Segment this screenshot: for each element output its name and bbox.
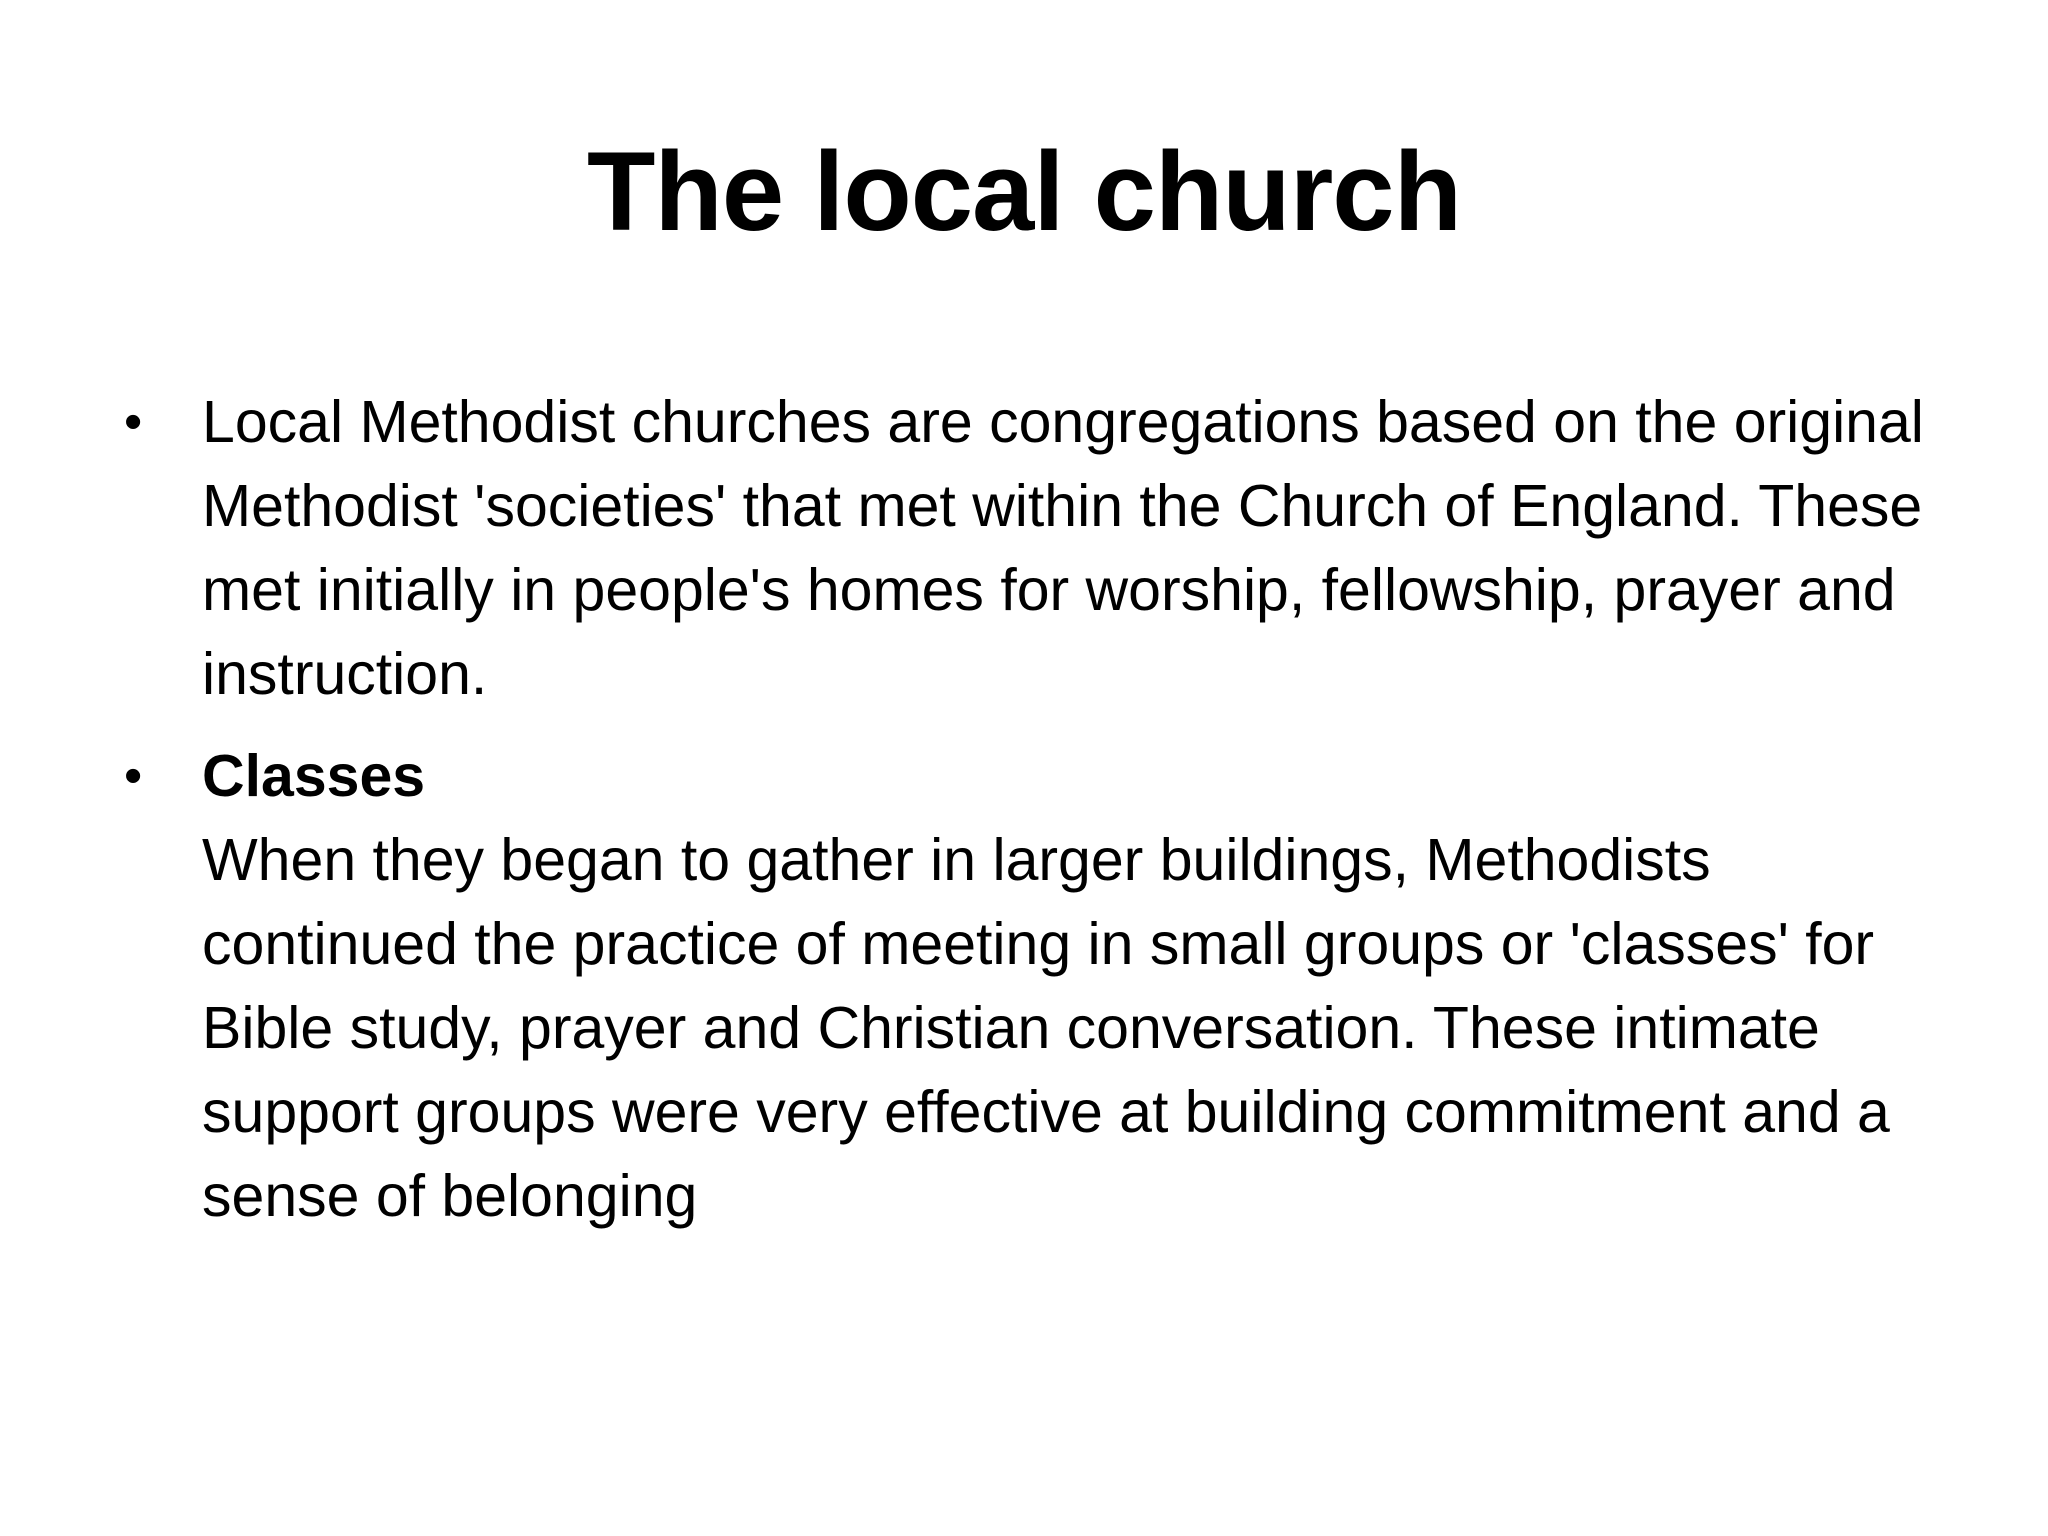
bullet-text: When they began to gather in larger buildings, Methodists continued the practice of meeting in small groups or 'classes' for Bible study, prayer and Christian conversation. These intimate support groups were very effective at building commitment and a sense of belonging <box>202 827 1890 1229</box>
bullet-item-societies <box>120 380 1940 716</box>
slide-title: The local church <box>587 129 1461 254</box>
bullet-text: Local Methodist churches are congregations based on the original Methodist 'societies' that met within the Church of England. These met initially in people's homes for worship, fellowship, prayer and instruction. <box>202 389 1924 707</box>
bullet-item-classes <box>120 734 1940 1238</box>
bullet-marker: • <box>124 393 143 451</box>
bullet-heading: Classes <box>202 743 426 809</box>
bullet-list <box>120 380 1940 1256</box>
bullet-marker: • <box>124 747 143 805</box>
